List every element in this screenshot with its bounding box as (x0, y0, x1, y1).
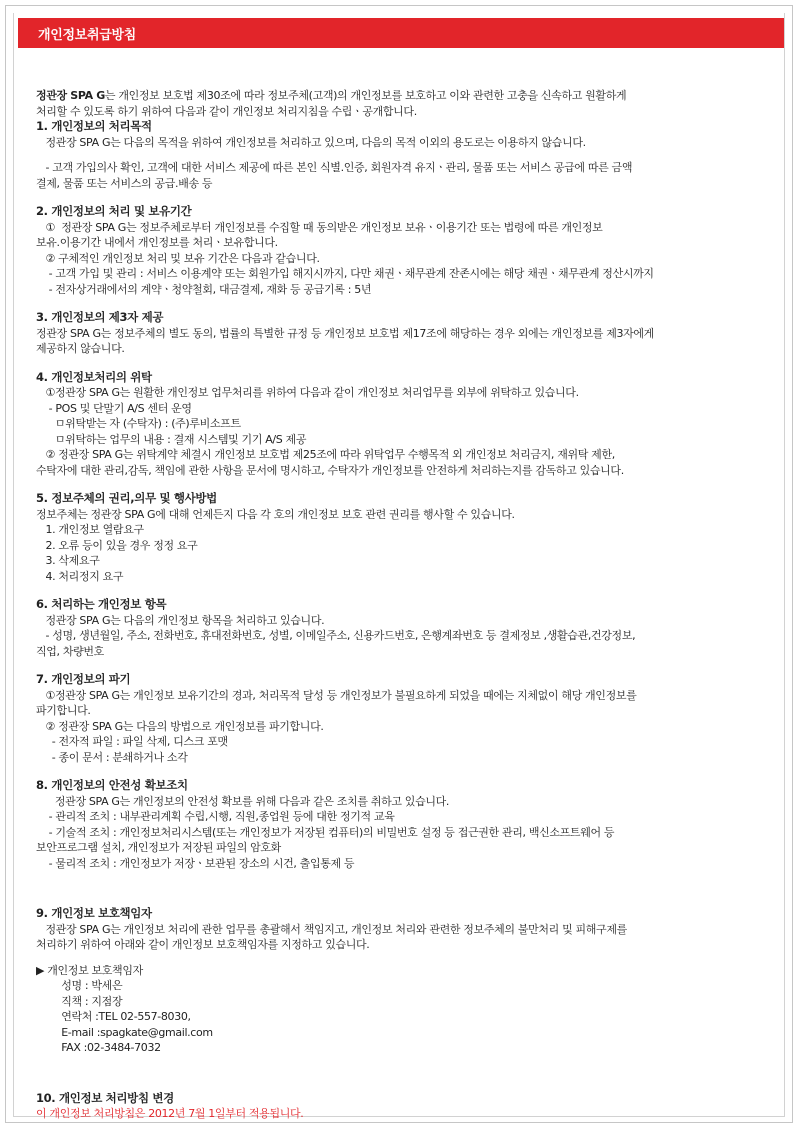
section-security (36, 778, 766, 871)
intro-text-2: 처리할 수 있도록 하기 위하여 다음과 같이 개인정보 처리지침을 수립ㆍ공개합니다. (36, 104, 417, 118)
section-text: - 성명, 생년월일, 주소, 전화번호, 휴대전화번호, 성별, 이메일주소, 신용카드번호, 은행계좌번호 등 결제정보 ,생활습관,건강정보, (36, 629, 636, 642)
section-text: ㅁ위탁받는 자 (수탁자) : (주)루비소프트 (36, 417, 241, 430)
officer-phone: 연락처 :TEL 02-557-8030, (36, 1010, 191, 1023)
section-text: 정관장 SPA G는 정보주체의 별도 동의, 법률의 특별한 규정 등 개인정보 보호법 제17조에 해당하는 경우 외에는 개인정보를 제3자에게 (36, 326, 654, 340)
section-text: ② 정관장 SPA G는 다음의 방법으로 개인정보를 파기합니다. (36, 719, 324, 733)
section-text: ① 정관장 SPA G는 정보주체로부터 개인정보를 수집할 때 동의받은 개인정보 보유ㆍ이용기간 또는 법령에 따른 개인정보 (36, 220, 603, 234)
section-third-party (36, 310, 766, 357)
section-text: 직업, 차량번호 (36, 644, 104, 658)
section-text: - 고객 가입의사 확인, 고객에 대한 서비스 제공에 따른 본인 식별.인증, 회원자격 유지ㆍ관리, 물품 또는 서비스 공급에 따른 금액 (36, 161, 633, 174)
section-text: 보유.이용기간 내에서 개인정보를 처리ㆍ보유합니다. (36, 236, 278, 249)
section-title: 8. 개인정보의 안전성 확보조치 (36, 778, 188, 792)
section-text: ② 구체적인 개인정보 처리 및 보유 기간은 다음과 같습니다. (36, 251, 320, 265)
section-rights (36, 491, 766, 584)
section-text: - 종이 문서 : 분쇄하거나 소각 (36, 750, 188, 764)
section-text: 결제, 물품 또는 서비스의 공급.배송 등 (36, 176, 213, 190)
section-text: 수탁자에 대한 관리,감독, 책임에 관한 사항을 문서에 명시하고, 수탁자가 개인정보를 안전하게 처리하는지를 감독하고 있습니다. (36, 463, 624, 477)
officer-email: E-mail :spagkate@gmail.com (36, 1025, 213, 1039)
list-item: 2. 오류 등이 있을 경우 정정 요구 (36, 538, 198, 552)
section-text: 정관장 SPA G는 개인정보 처리에 관한 업무를 총괄해서 책임지고, 개인정보 처리와 관련한 정보주체의 불만처리 및 피해구제를 (36, 922, 627, 936)
section-text: - 관리적 조치 : 내부관리계획 수립,시행, 직원,종업원 등에 대한 정기적 교육 (36, 810, 395, 823)
section-text: 파기합니다. (36, 704, 91, 717)
section-text: 정보주체는 정관장 SPA G에 대해 언제든지 다음 각 호의 개인정보 보호 관련 권리를 행사할 수 있습니다. (36, 507, 515, 521)
section-title: 2. 개인정보의 처리 및 보유기간 (36, 204, 192, 218)
section-outsourcing (36, 370, 766, 479)
section-text: 제공하지 않습니다. (36, 342, 125, 355)
effective-date-notice: 이 개인정보 처리방침은 2012년 7월 1일부터 적용됩니다. (36, 1107, 304, 1120)
header-bar (18, 18, 784, 48)
section-text: ①정관장 SPA G는 원활한 개인정보 업무처리를 위하여 다음과 같이 개인정보 처리업무를 외부에 위탁하고 있습니다. (36, 386, 579, 399)
section-text: ㅁ위탁하는 업무의 내용 : 결재 시스템및 기기 A/S 제공 (36, 432, 307, 446)
section-items (36, 597, 766, 659)
officer-name: 성명 : 박세은 (36, 979, 123, 992)
intro-paragraph (36, 88, 766, 119)
officer-heading: ▶ 개인정보 보호책임자 (36, 963, 143, 977)
list-item: 4. 처리정지 요구 (36, 569, 124, 583)
section-purpose (36, 119, 766, 191)
list-item: 1. 개인정보 열람요구 (36, 523, 144, 536)
section-text: 처리하기 위하여 아래와 같이 개인정보 보호책임자를 지정하고 있습니다. (36, 938, 370, 951)
officer-fax: FAX :02-3484-7032 (36, 1041, 161, 1054)
page-title: 개인정보취급방침 (38, 28, 137, 43)
section-officer (36, 906, 766, 1056)
intro-company: 정관장 SPA G (36, 89, 105, 102)
section-text: ② 정관장 SPA G는 위탁계약 체결시 개인정보 보호법 제25조에 따라 위탁업무 수행목적 외 개인정보 처리금지, 재위탁 제한, (36, 448, 615, 461)
policy-content (36, 88, 766, 1135)
section-destruction (36, 672, 766, 765)
section-text: 정관장 SPA G는 다음의 개인정보 항목을 처리하고 있습니다. (36, 613, 325, 627)
section-text: 보안프로그램 설치, 개인정보가 저장된 파일의 암호화 (36, 841, 281, 854)
section-text: - 고객 가입 및 관리 : 서비스 이용계약 또는 회원가입 해지시까지, 다만 채권ㆍ채무관계 잔존시에는 해당 채권ㆍ채무관계 정산시까지 (36, 267, 654, 280)
section-text: - 전자적 파일 : 파일 삭제, 디스크 포맷 (36, 735, 228, 748)
list-item: 3. 삭제요구 (36, 554, 100, 567)
section-title: 6. 처리하는 개인정보 항목 (36, 597, 167, 611)
section-text: 정관장 SPA G는 개인정보의 안전성 확보를 위해 다음과 같은 조치를 취하고 있습니다. (36, 794, 450, 808)
section-text: ①정관장 SPA G는 개인정보 보유기간의 경과, 처리목적 달성 등 개인정보가 불필요하게 되었을 때에는 지체없이 해당 개인정보를 (36, 688, 637, 702)
section-title: 5. 정보주체의 권리,의무 및 행사방법 (36, 491, 217, 505)
section-text: - 전자상거래에서의 계약ㆍ청약철회, 대금결제, 재화 등 공급기록 : 5년 (36, 282, 372, 296)
section-text: - POS 및 단말기 A/S 센터 운영 (36, 401, 192, 415)
section-retention (36, 204, 766, 297)
section-title: 7. 개인정보의 파기 (36, 672, 131, 686)
section-title: 3. 개인정보의 제3자 제공 (36, 310, 164, 324)
section-text: - 기술적 조치 : 개인정보처리시스템(또는 개인정보가 저장된 컴퓨터)의 비밀번호 설정 등 접근권한 관리, 백신소프트웨어 등 (36, 825, 615, 839)
section-title: 4. 개인정보처리의 위탁 (36, 369, 152, 384)
section-text: 정관장 SPA G는 다음의 목적을 위하여 개인정보를 처리하고 있으며, 다음의 목적 이외의 용도로는 이용하지 않습니다. (36, 135, 586, 149)
intro-text-1: 는 개인정보 보호법 제30조에 따라 정보주체(고객)의 개인정보를 보호하고 이와 관련한 고충을 신속하고 원활하게 (104, 89, 627, 102)
section-title: 10. 개인정보 처리방침 변경 (36, 1090, 174, 1105)
section-title: 9. 개인정보 보호책임자 (36, 906, 152, 920)
officer-position: 직책 : 지점장 (36, 994, 123, 1008)
section-text: - 물리적 조치 : 개인정보가 저장ㆍ보관된 장소의 시건, 출입통제 등 (36, 856, 355, 870)
section-title: 1. 개인정보의 처리목적 (36, 119, 152, 133)
section-changes (36, 1091, 766, 1122)
